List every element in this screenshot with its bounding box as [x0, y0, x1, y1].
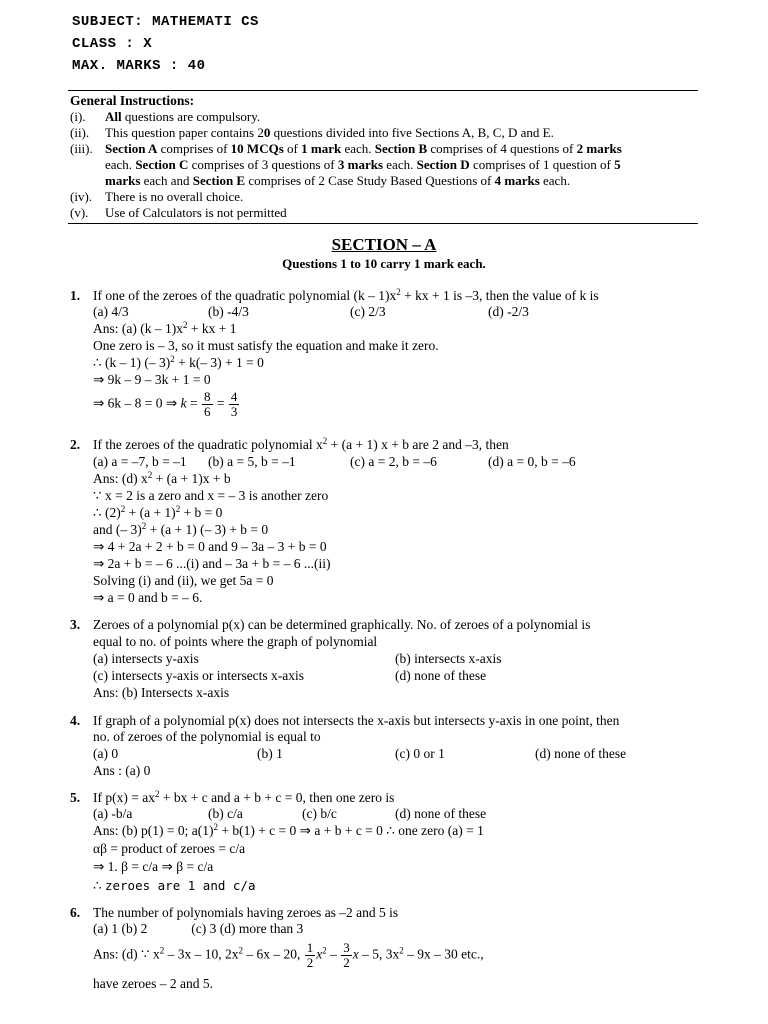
option-c: (c) b/c — [302, 806, 337, 821]
option-d: (d) a = 0, b = –6 — [488, 454, 576, 469]
option-d: (d) none of these — [395, 806, 487, 821]
question-text: If the zeroes of the quadratic polynomial $x^2 + (a + 1) x + b$ are 2 and –3, then — [93, 436, 509, 452]
option-c: (c) intersects y-axis or intersects x-axis — [93, 668, 305, 683]
class-heading: CLASS : X — [72, 36, 153, 52]
instruction-text: marks each and Section E comprises of 2 Case Study Based Questions of 4 marks each. — [105, 173, 571, 188]
option-a: (a) -b/a — [93, 806, 133, 821]
answer-line: ⇒ 2a + b = – 6 ...(i) and – 3a + b = – 6 ...(ii) — [93, 556, 331, 571]
answer-line: Solving (i) and (ii), we get 5a = 0 — [93, 573, 274, 588]
instruction-text: Section A comprises of 10 MCQs of 1 mark each. Section B comprises of 4 questions of 2 marks — [105, 141, 622, 156]
option-d: (d) none of these — [535, 746, 627, 761]
section-title: SECTION – A — [331, 235, 437, 254]
answer-line: and (– 3)$^2$ + (a + 1) (– 3) + b = 0 — [93, 521, 269, 537]
question-number: 3. — [70, 617, 81, 632]
instruction-number: (iv). — [70, 189, 93, 204]
answer-line: ∴ (k – 1) (– 3)$^2$ + k(– 3) + 1 = 0 — [93, 354, 264, 370]
instruction-text: All questions are compulsory. — [105, 109, 261, 124]
answer-line: ⇒ 1. β = c/a ⇒ β = c/a — [93, 859, 214, 874]
answer-line: ⇒ 9k – 9 – 3k + 1 = 0 — [93, 372, 211, 387]
option-a: (a) intersects y-axis — [93, 651, 199, 666]
question-text: equal to no. of points where the graph of polynomial — [93, 634, 378, 649]
option-d: (d) none of these — [395, 668, 487, 683]
question-options: (a) 1 (b) 2 (c) 3 (d) more than 3 — [93, 921, 304, 936]
instruction-number: (ii). — [70, 125, 90, 140]
option-b: (b) intersects x-axis — [395, 651, 502, 666]
question-text: If graph of a polynomial p(x) does not intersects the x-axis but intersects y-axis in one point, then — [93, 713, 620, 728]
option-a: (a) a = –7, b = –1 — [93, 454, 187, 469]
option-b: (b) 1 — [257, 746, 283, 761]
answer-line: ⇒ a = 0 and b = – 6. — [93, 590, 203, 605]
section-subtitle: Questions 1 to 10 carry 1 mark each. — [282, 256, 486, 271]
option-c: (c) a = 2, b = –6 — [350, 454, 437, 469]
option-a: (a) 0 — [93, 746, 119, 761]
answer-line: Ans: (b) p(1) = 0; $a(1)^2 + b(1) + c = 0$ ⇒ a + b + c = 0 ∴ one zero (a) = 1 — [93, 822, 484, 838]
answer-line: Ans: (d) ∵ $x^2 - 3x - 10$, $2x^2 - 6x - 20$, $\frac{1}{2}$ $x^2$ – $\frac{3}{2}$ x – 5, $3x^2 - 9x - 30$ etc., — [93, 940, 484, 970]
question-text: no. of zeroes of the polynomial is equal to — [93, 729, 321, 744]
answer-line: One zero is – 3, so it must satisfy the equation and make it zero. — [93, 338, 439, 353]
question-text: Zeroes of a polynomial p(x) can be determined graphically. No. of zeroes of a polynomial is — [93, 617, 591, 632]
answer-line: Ans: (a) $(k - 1)x^2$ + kx + 1 — [93, 320, 237, 336]
answer-line: ⇒ 4 + 2a + 2 + b = 0 and 9 – 3a – 3 + b = 0 — [93, 539, 327, 554]
top-rule — [68, 90, 698, 91]
subject-heading: SUBJECT: MATHEMATI CS — [72, 14, 259, 30]
question-number: 2. — [70, 437, 81, 452]
answer-line: Ans: (b) Intersects x-axis — [93, 685, 230, 700]
fraction: $\frac{4}{3}$ — [230, 389, 238, 419]
instruction-number: (i). — [70, 109, 86, 124]
answer-line: αβ = product of zeroes = c/a — [93, 841, 246, 856]
question-text: The number of polynomials having zeroes as –2 and 5 is — [93, 905, 399, 920]
question-number: 5. — [70, 790, 81, 805]
option-d: (d) -2/3 — [488, 304, 529, 319]
question-text: If one of the zeroes of the quadratic polynomial $(k - 1)x^2$ + kx + 1 is –3, then the value of k is — [93, 287, 599, 303]
instructions-title: General Instructions: — [70, 93, 195, 108]
answer-line: Ans: (d) $x^2 + (a + 1)x + b$ — [93, 470, 231, 486]
instruction-text: This question paper contains 20 questions divided into five Sections A, B, C, D and E. — [105, 125, 554, 140]
answer-line: ∴ $(2)^2 + (a + 1)^2 + b = 0$ — [93, 504, 223, 520]
option-b: (b) a = 5, b = –1 — [208, 454, 296, 469]
fraction: $\frac{1}{2}$ — [306, 940, 314, 970]
question-text: If $p(x) = ax^2$ + bx + c and a + b + c = 0, then one zero is — [93, 789, 395, 805]
option-c: (c) 2/3 — [350, 304, 386, 319]
instruction-text: Use of Calculators is not permitted — [105, 205, 287, 220]
question-number: 6. — [70, 905, 81, 920]
fraction: $\frac{3}{2}$ — [343, 940, 350, 970]
question-number: 4. — [70, 713, 81, 728]
option-a: (a) 4/3 — [93, 304, 129, 319]
max-marks-heading: MAX. MARKS : 40 — [72, 58, 206, 74]
answer-line: ∴ zeroes are 1 and c/a — [93, 878, 256, 893]
option-c: (c) 0 or 1 — [395, 746, 445, 761]
instruction-number: (v). — [70, 205, 89, 220]
instruction-text: each. Section C comprises of 3 questions of 3 marks each. Section D comprises of 1 question of 5 — [105, 157, 621, 172]
instructions-bottom-rule — [68, 223, 698, 224]
answer-line: ⇒ 6k – 8 = 0 ⇒ k = $\frac{8}{6}$ = $\frac{4}{3}$ — [93, 389, 238, 419]
option-b: (b) c/a — [208, 806, 243, 821]
fraction: $\frac{8}{6}$ — [204, 389, 211, 419]
answer-line: Ans : (a) 0 — [93, 763, 151, 778]
instruction-number: (iii). — [70, 141, 93, 156]
instruction-text: There is no overall choice. — [105, 189, 244, 204]
answer-line: ∵ x = 2 is a zero and x = – 3 is another zero — [93, 488, 329, 503]
option-b: (b) -4/3 — [208, 304, 249, 319]
answer-line: have zeroes – 2 and 5. — [93, 976, 213, 991]
question-number: 1. — [70, 288, 81, 303]
